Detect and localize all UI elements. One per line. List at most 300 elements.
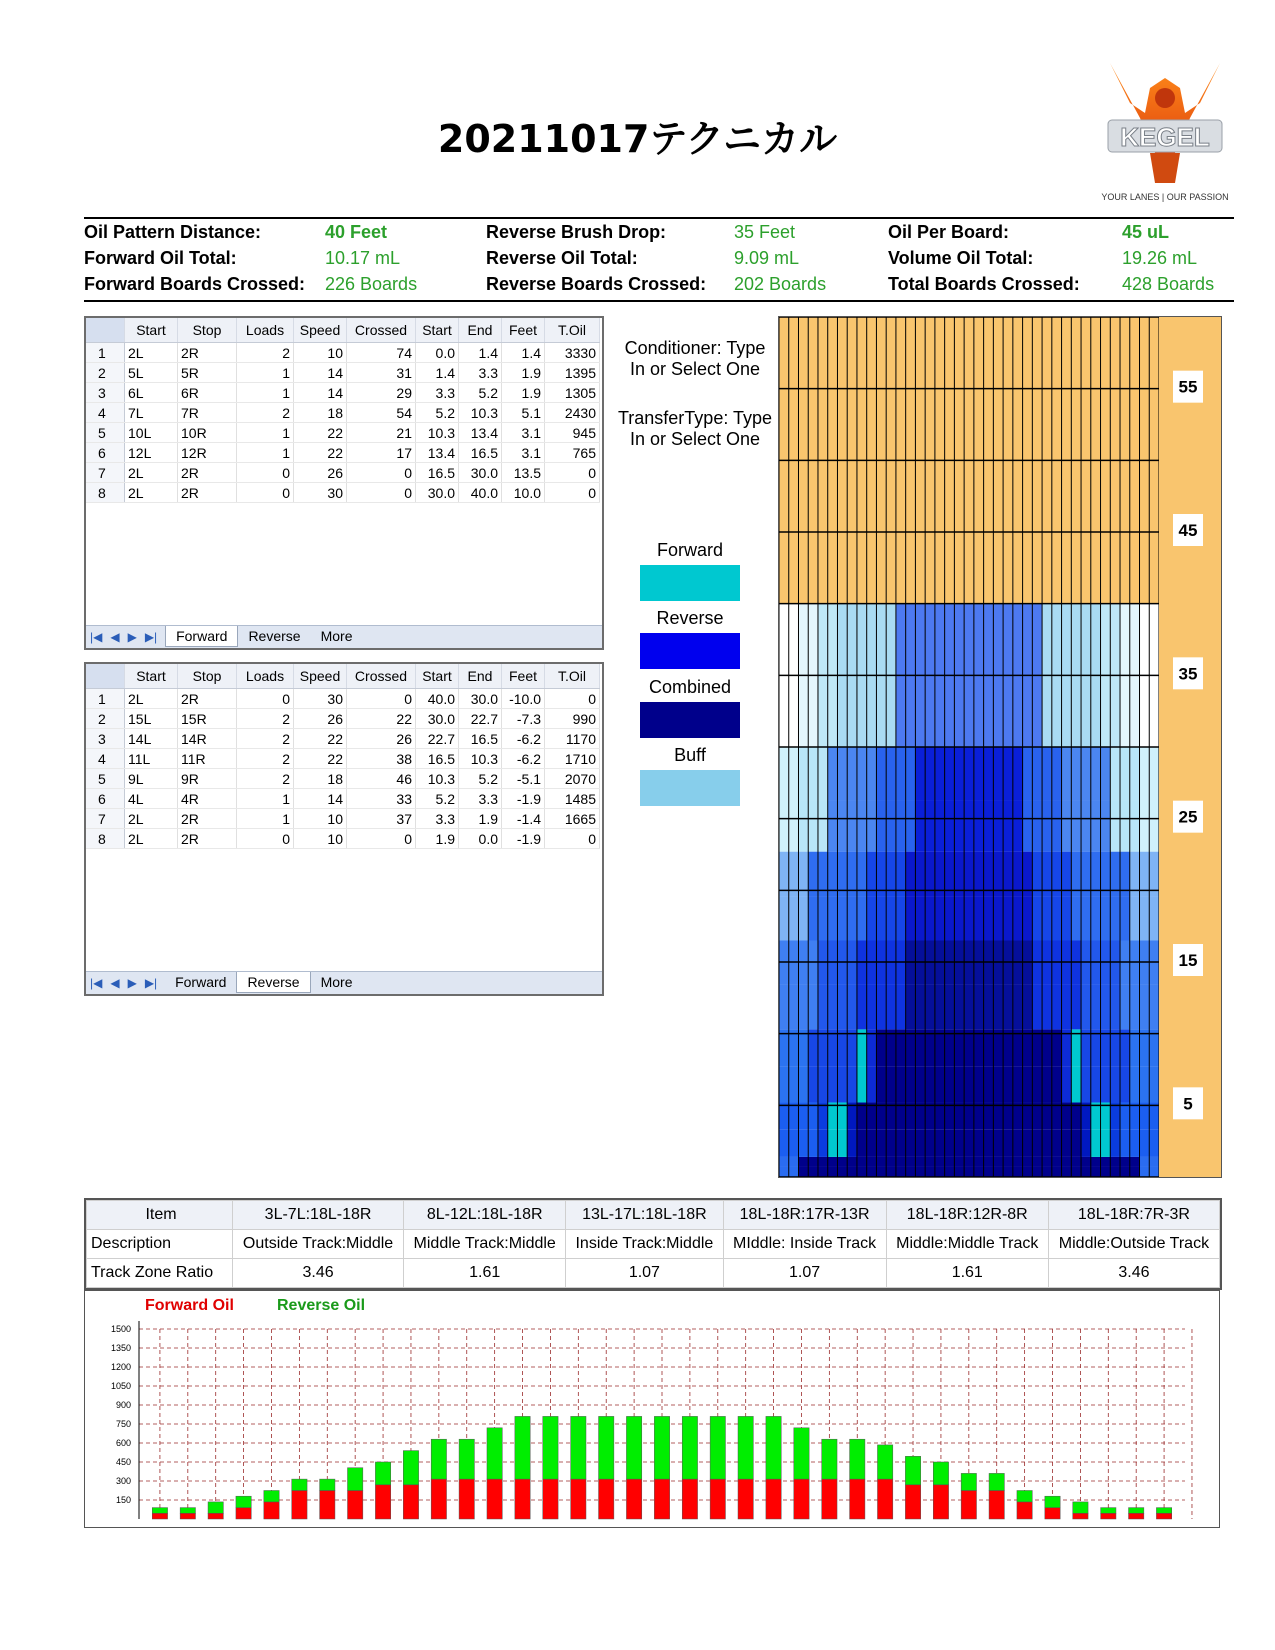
grid-cell[interactable]: 2: [237, 729, 294, 749]
grid-cell[interactable]: 40.0: [416, 689, 459, 709]
grid-cell[interactable]: 1305: [545, 383, 600, 403]
grid-cell[interactable]: 5R: [178, 363, 237, 383]
forward-oil-bar: [989, 1491, 1004, 1520]
grid-cell[interactable]: 0: [237, 689, 294, 709]
oil-cell: [1101, 1130, 1111, 1157]
grid-cell[interactable]: 2L: [125, 689, 178, 709]
grid-cell[interactable]: 74: [347, 343, 416, 363]
oil-cell: [1120, 747, 1130, 800]
grid-cell[interactable]: 10: [294, 829, 347, 849]
grid-cell[interactable]: 1: [237, 383, 294, 403]
grid-cell[interactable]: 22: [294, 729, 347, 749]
oil-cell: [954, 896, 964, 940]
grid-cell[interactable]: 1.4: [502, 343, 545, 363]
oil-cell: [837, 604, 847, 676]
grid-cell[interactable]: 1.9: [502, 363, 545, 383]
reverse-header-end[interactable]: End: [459, 664, 502, 689]
y-tick-label: 450: [115, 1457, 131, 1467]
grid-cell[interactable]: 26: [294, 709, 347, 729]
grid-cell[interactable]: 2R: [178, 689, 237, 709]
forward-header-end[interactable]: End: [459, 318, 502, 343]
oil-cell: [974, 985, 984, 1029]
zone-ratio-cell: 3.46: [1048, 1259, 1219, 1288]
forward-header-start[interactable]: Start: [125, 318, 178, 343]
oil-cell: [925, 852, 935, 896]
oil-cell: [925, 1102, 935, 1129]
row-number[interactable]: 5: [86, 423, 125, 443]
oil-cell: [1062, 1029, 1072, 1066]
grid-cell[interactable]: 0: [347, 689, 416, 709]
table-row[interactable]: [86, 749, 600, 769]
grid-cell[interactable]: 3330: [545, 343, 600, 363]
table-row[interactable]: [86, 403, 600, 423]
grid-cell[interactable]: 11L: [125, 749, 178, 769]
table-row[interactable]: [86, 789, 600, 809]
reverse-brush-drop-value: 35 Feet: [734, 222, 796, 242]
forward-header-crossed[interactable]: Crossed: [347, 318, 416, 343]
grid-cell[interactable]: 5.1: [502, 403, 545, 423]
grid-cell[interactable]: -1.9: [502, 789, 545, 809]
grid-cell[interactable]: 54: [347, 403, 416, 423]
reverse-oil-bar: [850, 1439, 865, 1479]
table-row[interactable]: [86, 483, 600, 503]
grid-cell[interactable]: -1.4: [502, 809, 545, 829]
grid-cell[interactable]: 13.5: [502, 463, 545, 483]
grid-cell[interactable]: 10.3: [459, 749, 502, 769]
zone-item-cell: 18L-18R:17R-13R: [723, 1201, 886, 1230]
grid-cell[interactable]: 0: [545, 689, 600, 709]
row-number[interactable]: 1: [86, 689, 125, 709]
oil-cell: [974, 1067, 984, 1103]
oil-cell: [964, 852, 974, 896]
oil-cell: [935, 1029, 945, 1066]
oil-cell: [1130, 852, 1140, 896]
oil-cell: [993, 1029, 1003, 1066]
oil-cell: [925, 747, 935, 800]
row-number[interactable]: 3: [86, 729, 125, 749]
forward-header-loads[interactable]: Loads: [237, 318, 294, 343]
oil-cell: [1032, 1029, 1042, 1066]
grid-cell[interactable]: 14R: [178, 729, 237, 749]
reverse-oil-bar: [543, 1416, 558, 1479]
oil-cell: [984, 1157, 994, 1167]
oil-cell: [876, 1167, 886, 1177]
grid-cell[interactable]: 945: [545, 423, 600, 443]
grid-cell[interactable]: 10.3: [416, 423, 459, 443]
oil-cell: [876, 1157, 886, 1167]
grid-cell[interactable]: 1: [237, 363, 294, 383]
grid-cell[interactable]: 0: [545, 463, 600, 483]
grid-cell[interactable]: 46: [347, 769, 416, 789]
oil-bar-chart: [85, 1291, 1219, 1527]
grid-cell[interactable]: 2: [237, 749, 294, 769]
oil-cell: [828, 896, 838, 940]
oil-cell: [945, 604, 955, 676]
zone-item-cell: 18L-18R:7R-3R: [1048, 1201, 1219, 1230]
reverse-oil-bar: [989, 1473, 1004, 1490]
grid-cell[interactable]: 17: [347, 443, 416, 463]
oil-cell: [925, 675, 935, 747]
grid-cell[interactable]: 16.5: [459, 729, 502, 749]
grid-cell[interactable]: 1: [237, 423, 294, 443]
oil-cell: [1110, 747, 1120, 800]
grid-cell[interactable]: 14: [294, 363, 347, 383]
grid-cell[interactable]: 30.0: [459, 463, 502, 483]
oil-cell: [945, 1029, 955, 1066]
table-row[interactable]: [86, 343, 600, 363]
grid-cell[interactable]: 15R: [178, 709, 237, 729]
grid-cell[interactable]: 14: [294, 383, 347, 403]
grid-cell[interactable]: 2R: [178, 463, 237, 483]
grid-cell[interactable]: 2R: [178, 809, 237, 829]
tab-forward[interactable]: Forward: [165, 626, 238, 647]
grid-cell[interactable]: 22.7: [416, 729, 459, 749]
reverse-oil-bar: [905, 1456, 920, 1485]
grid-cell[interactable]: 2R: [178, 829, 237, 849]
grid-cell[interactable]: 3.3: [416, 809, 459, 829]
oil-cell: [984, 604, 994, 676]
grid-cell[interactable]: 18: [294, 769, 347, 789]
oil-cell: [828, 1067, 838, 1103]
reverse-header-loads[interactable]: Loads: [237, 664, 294, 689]
forward-header-start[interactable]: Start: [416, 318, 459, 343]
grid-cell[interactable]: 2: [237, 343, 294, 363]
tab-forward[interactable]: Forward: [175, 974, 227, 990]
oil-cell: [984, 1167, 994, 1177]
row-number[interactable]: 6: [86, 443, 125, 463]
oil-cell: [1062, 747, 1072, 800]
grid-cell[interactable]: -1.9: [502, 829, 545, 849]
grid-cell[interactable]: 16.5: [459, 443, 502, 463]
oil-cell: [1003, 852, 1013, 896]
grid-cell[interactable]: 10: [294, 343, 347, 363]
grid-cell[interactable]: 30.0: [459, 689, 502, 709]
grid-cell[interactable]: 1170: [545, 729, 600, 749]
oil-cell: [1091, 1102, 1101, 1129]
grid-cell[interactable]: 0: [237, 463, 294, 483]
oil-cell: [789, 1130, 799, 1157]
grid-cell[interactable]: 0.0: [459, 829, 502, 849]
oil-cell: [993, 1067, 1003, 1103]
oil-cell: [935, 1167, 945, 1177]
next-sheet-icon[interactable]: ▶: [127, 630, 137, 644]
table-row[interactable]: [86, 423, 600, 443]
grid-cell[interactable]: 1.4: [459, 343, 502, 363]
forward-tabbar: [86, 625, 602, 648]
oil-cell: [1062, 1102, 1072, 1129]
grid-cell[interactable]: 15L: [125, 709, 178, 729]
grid-cell[interactable]: 3.1: [502, 443, 545, 463]
grid-cell[interactable]: -6.2: [502, 729, 545, 749]
grid-cell[interactable]: 16.5: [416, 749, 459, 769]
grid-cell[interactable]: 0: [545, 483, 600, 503]
grid-cell[interactable]: 1.9: [459, 809, 502, 829]
oil-cell: [1032, 675, 1042, 747]
grid-cell[interactable]: -6.2: [502, 749, 545, 769]
grid-cell[interactable]: 7L: [125, 403, 178, 423]
table-row[interactable]: [86, 829, 600, 849]
row-number[interactable]: 6: [86, 789, 125, 809]
grid-cell[interactable]: 4R: [178, 789, 237, 809]
grid-cell[interactable]: -10.0: [502, 689, 545, 709]
table-row[interactable]: [86, 363, 600, 383]
prev-sheet-icon[interactable]: ◀: [110, 630, 120, 644]
reverse-header-crossed[interactable]: Crossed: [347, 664, 416, 689]
row-number[interactable]: 1: [86, 343, 125, 363]
grid-cell[interactable]: 10L: [125, 423, 178, 443]
grid-cell[interactable]: 22.7: [459, 709, 502, 729]
grid-cell[interactable]: 0: [347, 463, 416, 483]
table-row[interactable]: [86, 383, 600, 403]
grid-cell[interactable]: 30: [294, 483, 347, 503]
grid-cell[interactable]: 10: [294, 809, 347, 829]
grid-cell[interactable]: 13.4: [416, 443, 459, 463]
row-number[interactable]: 8: [86, 483, 125, 503]
tab-reverse[interactable]: Reverse: [236, 972, 310, 993]
oil-cell: [1101, 604, 1111, 676]
grid-cell[interactable]: 1665: [545, 809, 600, 829]
grid-cell[interactable]: 0: [237, 829, 294, 849]
grid-cell[interactable]: -7.3: [502, 709, 545, 729]
grid-cell[interactable]: 2: [237, 403, 294, 423]
grid-cell[interactable]: 2L: [125, 343, 178, 363]
oil-cell: [1110, 896, 1120, 940]
grid-cell[interactable]: 1485: [545, 789, 600, 809]
grid-cell[interactable]: 2L: [125, 809, 178, 829]
oil-cell: [1081, 1102, 1091, 1129]
oil-cell: [808, 1067, 818, 1103]
oil-cell: [857, 1130, 867, 1157]
row-number[interactable]: 4: [86, 403, 125, 423]
oil-cell: [1023, 1167, 1033, 1177]
grid-cell[interactable]: 13.4: [459, 423, 502, 443]
reverse-header-start[interactable]: Start: [416, 664, 459, 689]
grid-cell[interactable]: 31: [347, 363, 416, 383]
grid-cell[interactable]: 6L: [125, 383, 178, 403]
grid-cell[interactable]: 1: [237, 809, 294, 829]
row-number[interactable]: 2: [86, 363, 125, 383]
grid-cell[interactable]: 5.2: [416, 403, 459, 423]
table-row[interactable]: [86, 443, 600, 463]
oil-cell: [837, 1167, 847, 1177]
reverse-oil-bar: [152, 1508, 167, 1514]
next-sheet-icon[interactable]: ▶: [127, 976, 137, 990]
grid-cell[interactable]: 5L: [125, 363, 178, 383]
oil-cell: [1101, 985, 1111, 1029]
grid-cell[interactable]: 30.0: [416, 709, 459, 729]
oil-cell: [1149, 800, 1159, 852]
grid-cell[interactable]: 1710: [545, 749, 600, 769]
oil-cell: [857, 1029, 867, 1066]
reverse-header-speed[interactable]: Speed: [294, 664, 347, 689]
grid-corner[interactable]: [86, 664, 125, 689]
tab-reverse[interactable]: Reverse: [248, 628, 301, 644]
reverse-oil-bar: [933, 1462, 948, 1485]
grid-cell[interactable]: 5.2: [459, 769, 502, 789]
grid-cell[interactable]: 10R: [178, 423, 237, 443]
grid-cell[interactable]: 10.0: [502, 483, 545, 503]
oil-cell: [906, 852, 916, 896]
first-sheet-icon[interactable]: |◀: [90, 976, 103, 990]
grid-cell[interactable]: 26: [347, 729, 416, 749]
row-number[interactable]: 3: [86, 383, 125, 403]
oil-cell: [945, 1102, 955, 1129]
reverse-header-feet[interactable]: Feet: [502, 664, 545, 689]
first-sheet-icon[interactable]: |◀: [90, 630, 103, 644]
grid-cell[interactable]: 1: [237, 789, 294, 809]
grid-cell[interactable]: 12L: [125, 443, 178, 463]
row-number[interactable]: 7: [86, 463, 125, 483]
grid-cell[interactable]: 6R: [178, 383, 237, 403]
grid-cell[interactable]: 1395: [545, 363, 600, 383]
oil-cell: [993, 1157, 1003, 1167]
table-row[interactable]: [86, 709, 600, 729]
grid-cell[interactable]: 29: [347, 383, 416, 403]
row-number[interactable]: 7: [86, 809, 125, 829]
oil-cell: [896, 1157, 906, 1167]
table-row[interactable]: [86, 729, 600, 749]
oil-cell: [906, 1157, 916, 1167]
grid-cell[interactable]: 1: [237, 443, 294, 463]
oil-cell: [954, 985, 964, 1029]
table-row[interactable]: [86, 809, 600, 829]
grid-cell[interactable]: 2: [237, 769, 294, 789]
oil-cell: [945, 896, 955, 940]
oil-cell: [779, 675, 789, 747]
grid-cell[interactable]: 38: [347, 749, 416, 769]
row-number[interactable]: 8: [86, 829, 125, 849]
grid-cell[interactable]: 37: [347, 809, 416, 829]
prev-sheet-icon[interactable]: ◀: [110, 976, 120, 990]
oil-cell: [896, 675, 906, 747]
grid-cell[interactable]: 33: [347, 789, 416, 809]
oil-cell: [1013, 1102, 1023, 1129]
grid-corner[interactable]: [86, 318, 125, 343]
grid-cell[interactable]: 0: [237, 483, 294, 503]
grid-cell[interactable]: 2L: [125, 483, 178, 503]
oil-cell: [789, 747, 799, 800]
grid-cell[interactable]: 2070: [545, 769, 600, 789]
table-row[interactable]: [86, 689, 600, 709]
grid-cell[interactable]: 16.5: [416, 463, 459, 483]
oil-cell: [818, 1067, 828, 1103]
reverse-header-stop[interactable]: Stop: [178, 664, 237, 689]
grid-cell[interactable]: 30: [294, 689, 347, 709]
grid-cell[interactable]: 10.3: [459, 403, 502, 423]
grid-cell[interactable]: 22: [347, 709, 416, 729]
table-row[interactable]: [86, 463, 600, 483]
grid-cell[interactable]: 12R: [178, 443, 237, 463]
grid-cell[interactable]: 0.0: [416, 343, 459, 363]
oil-cell: [896, 1067, 906, 1103]
grid-cell[interactable]: 765: [545, 443, 600, 463]
grid-cell[interactable]: 14: [294, 789, 347, 809]
grid-cell[interactable]: 3.3: [416, 383, 459, 403]
tab-more[interactable]: More: [320, 628, 353, 644]
grid-cell[interactable]: 0: [347, 829, 416, 849]
table-row[interactable]: [86, 769, 600, 789]
forward-header-t-oil[interactable]: T.Oil: [545, 318, 600, 343]
grid-cell[interactable]: 3.3: [459, 789, 502, 809]
grid-cell[interactable]: 5.2: [416, 789, 459, 809]
grid-cell[interactable]: 30.0: [416, 483, 459, 503]
forward-header-speed[interactable]: Speed: [294, 318, 347, 343]
reverse-header-t-oil[interactable]: T.Oil: [545, 664, 600, 689]
oil-cell: [915, 1067, 925, 1103]
grid-cell[interactable]: 5.2: [459, 383, 502, 403]
grid-cell[interactable]: 26: [294, 463, 347, 483]
grid-cell[interactable]: 7R: [178, 403, 237, 423]
forward-oil-bar: [487, 1479, 502, 1519]
grid-cell[interactable]: 2430: [545, 403, 600, 423]
grid-cell[interactable]: 2L: [125, 829, 178, 849]
grid-cell[interactable]: 1.9: [416, 829, 459, 849]
grid-cell[interactable]: 22: [294, 443, 347, 463]
grid-cell[interactable]: 18: [294, 403, 347, 423]
grid-cell[interactable]: 10.3: [416, 769, 459, 789]
zone-ratio-header: Track Zone Ratio: [87, 1259, 233, 1288]
grid-cell[interactable]: 22: [294, 749, 347, 769]
grid-cell[interactable]: 40.0: [459, 483, 502, 503]
grid-cell[interactable]: 3.1: [502, 423, 545, 443]
oil-cell: [837, 985, 847, 1029]
last-sheet-icon[interactable]: ▶|: [144, 630, 158, 644]
grid-cell[interactable]: -5.1: [502, 769, 545, 789]
oil-cell: [867, 1067, 877, 1103]
grid-cell[interactable]: 11R: [178, 749, 237, 769]
row-number[interactable]: 4: [86, 749, 125, 769]
oil-cell: [964, 1029, 974, 1066]
grid-cell[interactable]: 2R: [178, 483, 237, 503]
grid-cell[interactable]: 1.9: [502, 383, 545, 403]
oil-cell: [837, 1157, 847, 1167]
row-number[interactable]: 5: [86, 769, 125, 789]
row-number[interactable]: 2: [86, 709, 125, 729]
oil-cell: [789, 800, 799, 852]
oil-cell: [779, 896, 789, 940]
reverse-header-start[interactable]: Start: [125, 664, 178, 689]
grid-cell[interactable]: 990: [545, 709, 600, 729]
forward-header-feet[interactable]: Feet: [502, 318, 545, 343]
forward-oil-bar: [933, 1485, 948, 1519]
grid-cell[interactable]: 14L: [125, 729, 178, 749]
y-tick-label: 1200: [110, 1362, 131, 1372]
grid-cell[interactable]: 1.4: [416, 363, 459, 383]
oil-bar-chart-panel: [84, 1290, 1220, 1528]
grid-cell[interactable]: 3.3: [459, 363, 502, 383]
oil-cell: [1140, 985, 1150, 1029]
oil-cell: [1120, 1130, 1130, 1157]
tab-more[interactable]: More: [320, 974, 353, 990]
grid-cell[interactable]: 0: [347, 483, 416, 503]
grid-cell[interactable]: 2L: [125, 463, 178, 483]
grid-cell[interactable]: 9L: [125, 769, 178, 789]
grid-cell[interactable]: 2: [237, 709, 294, 729]
oil-cell: [779, 1102, 789, 1129]
grid-cell[interactable]: 2R: [178, 343, 237, 363]
oil-cell: [1130, 1157, 1140, 1167]
grid-cell[interactable]: 21: [347, 423, 416, 443]
forward-grid-panel: [84, 316, 604, 650]
last-sheet-icon[interactable]: ▶|: [144, 976, 158, 990]
grid-cell[interactable]: 0: [545, 829, 600, 849]
oil-cell: [954, 1029, 964, 1066]
grid-cell[interactable]: 22: [294, 423, 347, 443]
oil-cell: [1091, 604, 1101, 676]
grid-cell[interactable]: 9R: [178, 769, 237, 789]
grid-cell[interactable]: 4L: [125, 789, 178, 809]
forward-header-stop[interactable]: Stop: [178, 318, 237, 343]
